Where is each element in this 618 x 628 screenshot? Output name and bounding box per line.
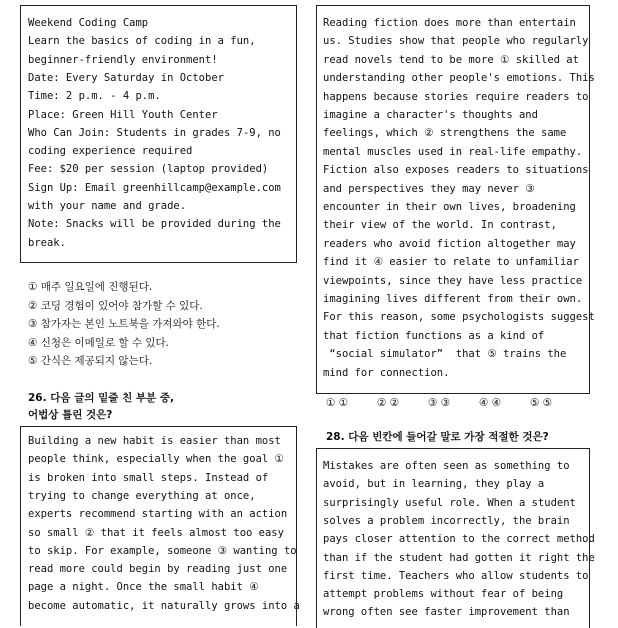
q27-passage-line: feelings, which ② strengthens the same (323, 127, 567, 140)
q26-passage-line: experts recommend starting with an action (28, 508, 288, 521)
q28-title: 28. 다음 빈칸에 들어갈 말로 가장 적절한 것은? (326, 431, 549, 443)
q27-answer-choice[interactable]: ⑤ ⑤ (530, 397, 553, 409)
q27-answer-choice[interactable]: ③ ③ (428, 397, 451, 409)
q26-passage-line: to skip. For example, someone ③ wanting to (28, 544, 297, 557)
q26-passage-box (20, 426, 300, 626)
q27-passage-line: happens because stories require readers to (323, 90, 589, 103)
q25-choice: ④ 신청은 이메일로 할 수 있다. (28, 336, 170, 349)
q27-passage-line: that fiction functions as a kind of (323, 329, 545, 342)
q28-passage-line: wrong often see faster improvement than (323, 606, 570, 619)
q28-passage-line: attempt problems without fear of being (323, 588, 564, 601)
q28-passage-line: Mistakes are often seen as something to (323, 460, 570, 472)
camp-notice-line: Note: Snacks will be provided during the (28, 218, 281, 231)
q26-passage-line: become automatic, it naturally grows into a (28, 599, 300, 612)
q28-passage-line: solves a problem incorrectly, the brain (323, 514, 570, 527)
q28-passage-line: first time. Teachers who allow students to (323, 569, 589, 582)
q26-title-line2: 어법상 틀린 것은? (28, 409, 113, 421)
q27-passage-line: find it ④ easier to relate to unfamiliar (323, 256, 579, 269)
q27-passage-line: encounter in their own lives, broadening (323, 201, 576, 213)
q27-passage-line: their view of the world. In contrast, (323, 219, 557, 232)
q25-choice: ⑤ 간식은 제공되지 않는다. (28, 355, 153, 367)
q27-passage-line: read novels tend to be more ① skilled at (323, 53, 579, 66)
q27-passage-line: imagining lives different from their own. (323, 293, 583, 305)
q26-passage-line: so small ② that it feels almost too easy (28, 526, 284, 539)
q27-passage-line: For this reason, some psychologists suggest (323, 311, 595, 324)
q27-passage-line: Reading fiction does more than entertain (323, 17, 576, 29)
camp-notice-line: Sign Up: Email greenhillcamp@example.com (28, 181, 281, 194)
q26-passage-line: people think, especially when the goal ① (28, 453, 284, 466)
q28-passage-line: than if the student had gotten it right the (323, 551, 595, 564)
camp-notice-line: beginner-friendly environment! (28, 53, 218, 66)
q28-passage-line: pays closer attention to the correct method (323, 533, 595, 546)
camp-notice-line: Learn the basics of coding in a fun, (28, 35, 256, 48)
q26-passage-line: Building a new habit is easier than most (28, 435, 281, 447)
q26-passage-line: trying to change everything at once, (28, 489, 256, 502)
q27-passage-line: and perspectives they may never ③ (323, 182, 535, 195)
q25-choice: ③ 참가자는 본인 노트북을 가져와야 한다. (28, 318, 220, 330)
camp-notice-box (20, 5, 297, 263)
camp-notice-line: Weekend Coding Camp (28, 17, 149, 29)
q26-title-line1: 26. 다음 글의 밑줄 친 부분 중, (28, 392, 174, 404)
q28-passage-line: surprisingly useful role. When a student (323, 496, 576, 509)
q27-passage-line: Fiction also exposes readers to situations (323, 164, 589, 177)
q27-passage-box (316, 5, 595, 394)
q26-passage-line: read more could begin by reading just one (28, 563, 288, 576)
q25-choice: ① 매주 일요일에 진행된다. (28, 281, 153, 293)
camp-notice-line: Date: Every Saturday in October (28, 71, 224, 84)
camp-notice-line: coding experience required (28, 145, 193, 158)
q27-passage-line: readers who avoid fiction altogether may (323, 237, 576, 250)
q27-passage-line: mental muscles used in real-life empathy. (323, 145, 583, 158)
q27-passage-line: mind for connection. (323, 366, 450, 379)
camp-notice-line: Time: 2 p.m. - 4 p.m. (28, 90, 161, 103)
q26-passage-line: is broken into small steps. Instead of (28, 471, 269, 484)
q27-answer-choice[interactable]: ① ① (326, 397, 349, 409)
q26-passage-line: page a night. Once the small habit ④ (28, 581, 259, 594)
q27-answer-choice[interactable]: ② ② (377, 397, 400, 409)
camp-notice-line: break. (28, 236, 66, 249)
q28-passage-line: avoid, but in learning, they play a (323, 478, 545, 491)
q27-passage-line: imagine a character's thoughts and (323, 109, 538, 121)
q25-choice: ② 코딩 경험이 있어야 참가할 수 있다. (28, 299, 203, 312)
camp-notice-line: Place: Green Hill Youth Center (28, 108, 218, 121)
camp-notice-line: Who Can Join: Students in grades 7-9, no (28, 126, 281, 139)
q27-passage-line: understanding other people's emotions. This (323, 72, 595, 85)
camp-notice-line: Fee: $20 per session (laptop provided) (28, 163, 269, 176)
q27-passage-line: “social simulator” that ⑤ trains the (323, 348, 567, 361)
q27-passage-line: us. Studies show that people who regularly (323, 35, 589, 48)
q27-answer-choice[interactable]: ④ ④ (479, 397, 502, 409)
q28-passage-box (316, 448, 595, 628)
camp-notice-line: with your name and grade. (28, 200, 187, 212)
q27-passage-line: viewpoints, since they have less practice (323, 274, 583, 287)
